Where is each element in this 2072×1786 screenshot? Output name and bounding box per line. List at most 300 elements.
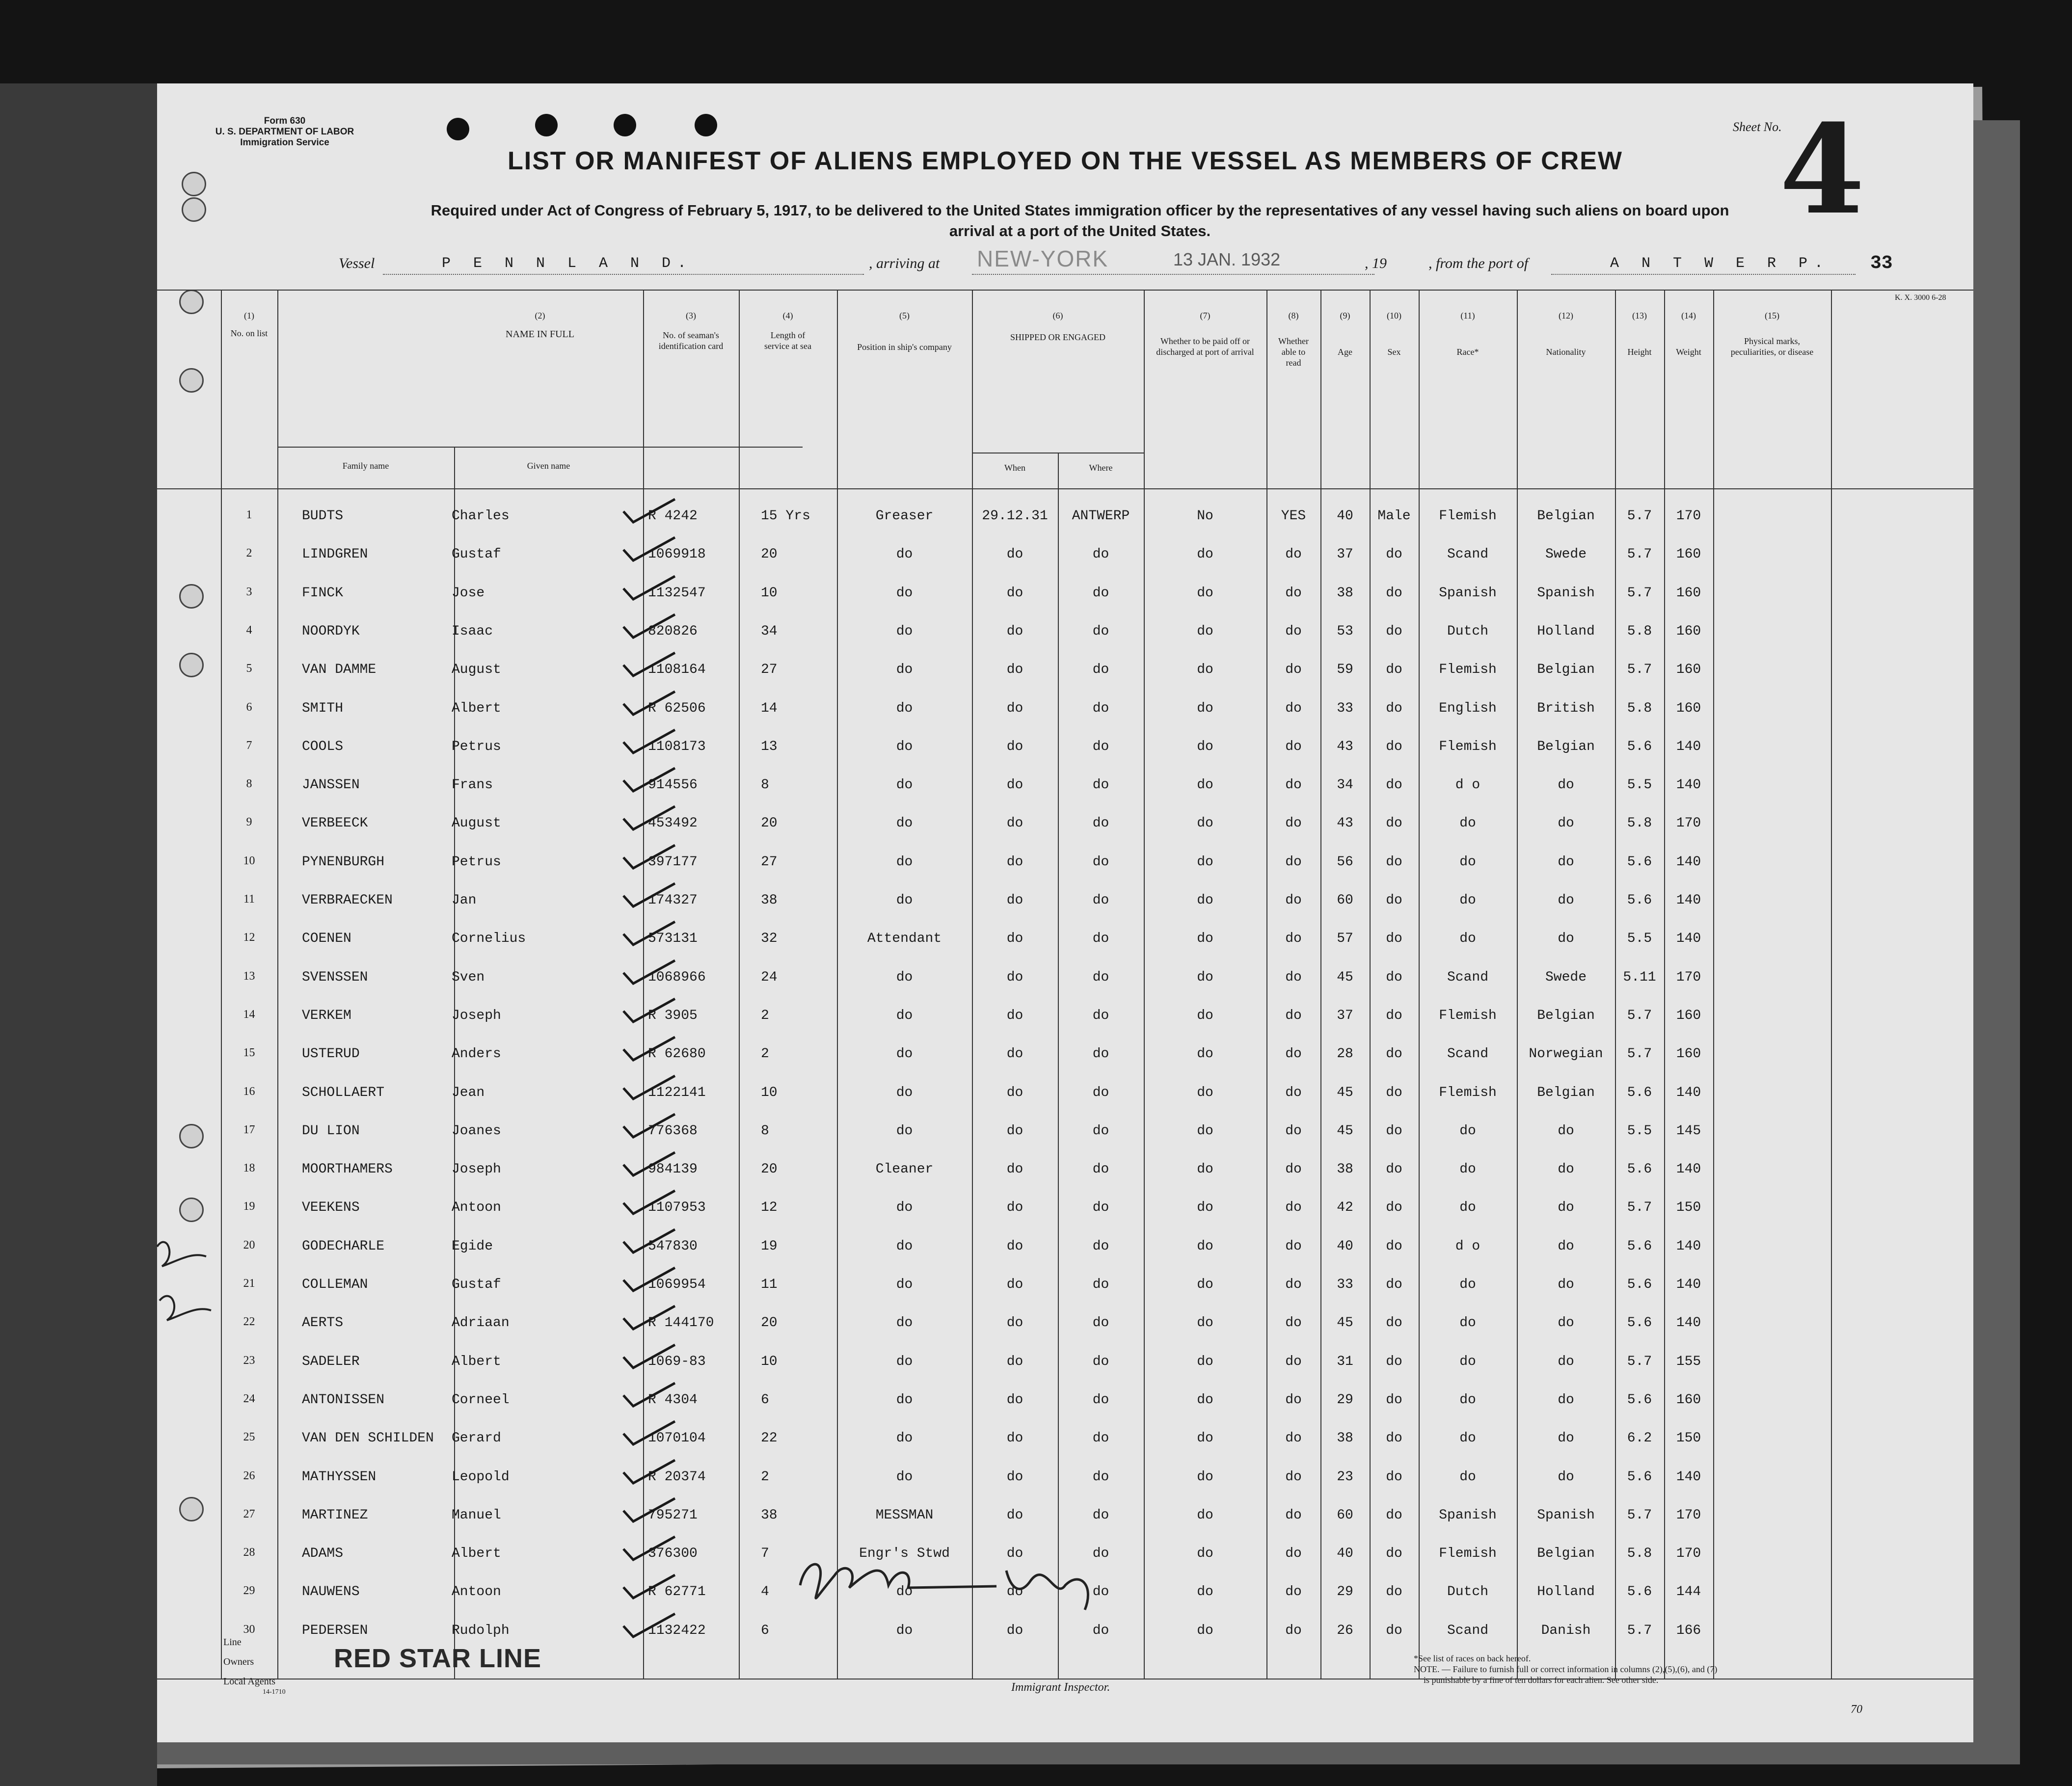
given-name-cell: Joseph [452, 1162, 501, 1177]
id-card-cell: 820826 [648, 623, 698, 639]
check-mark-icon [619, 1107, 677, 1146]
service-length-cell: 20 [761, 1315, 778, 1331]
shipped-where-cell: do [1092, 893, 1109, 908]
position-cell: do [896, 893, 913, 908]
shipped-when-header: When [1004, 463, 1025, 473]
nationality-cell: do [1558, 1392, 1574, 1408]
check-mark-icon [619, 530, 677, 569]
height-cell: 5.6 [1627, 1315, 1652, 1331]
weight-cell: 160 [1676, 1008, 1701, 1023]
shipped-when-cell: do [1006, 623, 1023, 639]
page-mark: 70 [1851, 1703, 1862, 1716]
weight-cell: 160 [1676, 623, 1701, 639]
column-9-header [1320, 310, 1370, 357]
race-cell: do [1459, 1162, 1476, 1177]
height-cell: 6.2 [1627, 1431, 1652, 1446]
able-to-read-cell: do [1285, 1584, 1302, 1600]
id-card-cell: 1132547 [648, 585, 706, 601]
paid-off-cell: do [1197, 623, 1213, 639]
given-name-cell: August [452, 662, 501, 678]
id-card-cell: 914556 [648, 777, 698, 793]
able-to-read-cell: do [1285, 969, 1302, 985]
able-to-read-cell: do [1285, 1623, 1302, 1638]
column-11-header [1419, 310, 1517, 357]
race-cell: Scand [1447, 1046, 1488, 1062]
position-cell: do [896, 1123, 913, 1139]
nationality-cell: Swede [1545, 969, 1587, 985]
position-cell: do [896, 1238, 913, 1254]
column-5-number: (5) [899, 311, 910, 320]
nationality-cell: Holland [1537, 1584, 1595, 1600]
position-cell: do [896, 1200, 913, 1216]
row-number: 29 [243, 1584, 255, 1598]
given-name-cell: Cornelius [452, 931, 526, 947]
sex-cell: do [1386, 623, 1402, 639]
position-cell: do [896, 1085, 913, 1100]
paid-off-cell: do [1197, 1392, 1213, 1408]
race-cell: do [1459, 816, 1476, 831]
height-cell: 5.11 [1623, 969, 1656, 985]
shipped-when-cell: do [1006, 1546, 1023, 1562]
id-card-cell: 547830 [648, 1238, 698, 1254]
service-length-cell: 38 [761, 893, 778, 908]
given-name-cell: Frans [452, 777, 493, 793]
column-13-header [1615, 310, 1664, 357]
height-cell: 5.7 [1627, 662, 1652, 678]
shipped-when-cell: do [1006, 1008, 1023, 1023]
race-cell: Flemish [1439, 662, 1497, 678]
nationality-cell: do [1558, 1200, 1574, 1216]
position-cell: MESSMAN [875, 1507, 934, 1523]
service-length-cell: 27 [761, 662, 778, 678]
family-name-cell: SVENSSEN [302, 969, 368, 985]
shipped-where-cell: do [1092, 969, 1109, 985]
position-cell: do [896, 1354, 913, 1369]
paid-off-cell: do [1197, 1546, 1213, 1562]
weight-cell: 140 [1676, 777, 1701, 793]
nationality-cell: Belgian [1537, 508, 1595, 524]
column-1-number: (1) [244, 311, 254, 320]
given-name-cell: Manuel [452, 1507, 501, 1523]
race-note: *See list of races on back hereof. [1414, 1653, 1531, 1663]
race-cell: English [1439, 700, 1497, 716]
paid-off-cell: do [1197, 1277, 1213, 1292]
weight-cell: 170 [1676, 1546, 1701, 1562]
given-name-cell: Rudolph [452, 1623, 510, 1638]
able-to-read-cell: do [1285, 1085, 1302, 1100]
paid-off-cell: do [1197, 547, 1213, 562]
row-number: 2 [246, 547, 252, 560]
able-to-read-cell: do [1285, 547, 1302, 562]
check-mark-icon [619, 1337, 677, 1377]
position-cell: Cleaner [875, 1162, 934, 1177]
shipped-when-cell: do [1006, 739, 1023, 754]
id-card-cell: 174327 [648, 893, 698, 908]
given-name-cell: Petrus [452, 854, 501, 870]
column-15-title: Physical marks, peculiarities, or disease [1730, 336, 1814, 357]
race-cell: Flemish [1439, 1546, 1497, 1562]
service-length-cell: 11 [761, 1277, 778, 1292]
service-length-cell: 8 [761, 1123, 769, 1139]
height-cell: 5.7 [1627, 1507, 1652, 1523]
check-mark-icon [619, 1183, 677, 1223]
nationality-cell: do [1558, 1123, 1574, 1139]
shipped-where-cell: do [1092, 1162, 1109, 1177]
family-name-cell: USTERUD [302, 1046, 360, 1062]
able-to-read-cell: do [1285, 1546, 1302, 1562]
column-8-number: (8) [1288, 311, 1299, 320]
id-card-cell: 376300 [648, 1546, 698, 1562]
able-to-read-cell: do [1285, 1315, 1302, 1331]
column-14-number: (14) [1681, 311, 1696, 320]
able-to-read-cell: do [1285, 739, 1302, 754]
able-to-read-cell: do [1285, 1469, 1302, 1485]
column-divider [739, 290, 740, 1679]
sex-cell: do [1386, 1123, 1402, 1139]
given-name-cell: Albert [452, 1546, 501, 1562]
service-length-cell: 8 [761, 777, 769, 793]
check-mark-icon [619, 1068, 677, 1108]
paid-off-cell: do [1197, 969, 1213, 985]
column-12-title: Nationality [1546, 347, 1586, 357]
id-card-cell: 795271 [648, 1507, 698, 1523]
row-number: 23 [243, 1354, 255, 1367]
shipped-when-cell: do [1006, 1085, 1023, 1100]
paid-off-cell: do [1197, 1431, 1213, 1446]
shipped-where-cell: do [1092, 1469, 1109, 1485]
line-label: Line [223, 1637, 242, 1648]
weight-cell: 170 [1676, 508, 1701, 524]
able-to-read-cell: do [1285, 623, 1302, 639]
age-cell: 43 [1337, 816, 1353, 831]
form-info [211, 116, 358, 148]
shipped-where-cell: do [1092, 816, 1109, 831]
sex-cell: do [1386, 1431, 1402, 1446]
service-length-cell: 12 [761, 1200, 778, 1216]
sex-cell: do [1386, 1623, 1402, 1638]
shipped-when-cell: do [1006, 1238, 1023, 1254]
form-number: Form 630 [264, 116, 306, 126]
id-card-cell: 1069918 [648, 547, 706, 562]
age-cell: 45 [1337, 969, 1353, 985]
id-card-cell: 1068966 [648, 969, 706, 985]
service-length-cell: 14 [761, 700, 778, 716]
check-mark-icon [619, 1453, 677, 1492]
voyage-number: 33 [1870, 253, 1893, 274]
row-number: 12 [243, 931, 255, 944]
service-length-cell: 20 [761, 547, 778, 562]
check-mark-icon [619, 1222, 677, 1261]
position-cell: do [896, 585, 913, 601]
weight-cell: 150 [1676, 1431, 1701, 1446]
sex-cell: do [1386, 1200, 1402, 1216]
age-cell: 45 [1337, 1315, 1353, 1331]
sex-cell: do [1386, 585, 1402, 601]
family-name-cell: LINDGREN [302, 547, 368, 562]
nationality-cell: do [1558, 777, 1574, 793]
check-mark-icon [619, 1529, 677, 1569]
check-mark-icon [619, 761, 677, 800]
shipped-when-cell: do [1006, 1046, 1023, 1062]
check-mark-icon [619, 1145, 677, 1184]
sex-cell: do [1386, 1085, 1402, 1100]
height-cell: 5.7 [1627, 1354, 1652, 1369]
shipped-where-cell: do [1092, 1046, 1109, 1062]
age-cell: 56 [1337, 854, 1353, 870]
row-number: 26 [243, 1469, 255, 1482]
column-12-header [1517, 310, 1615, 357]
vessel-label: Vessel [339, 255, 375, 271]
id-card-cell: R 62680 [648, 1046, 706, 1062]
row-number: 6 [246, 700, 252, 714]
age-cell: 60 [1337, 893, 1353, 908]
shipped-where-cell: ANTWERP [1072, 508, 1130, 524]
age-cell: 42 [1337, 1200, 1353, 1216]
shipped-when-cell: do [1006, 1469, 1023, 1485]
able-to-read-cell: do [1285, 1046, 1302, 1062]
owners-label: Owners [223, 1656, 254, 1667]
nationality-cell: Danish [1541, 1623, 1591, 1638]
able-to-read-cell: do [1285, 777, 1302, 793]
column-13-title: Height [1627, 347, 1652, 357]
able-to-read-cell: do [1285, 1123, 1302, 1139]
column-10-header [1370, 310, 1419, 357]
height-cell: 5.7 [1627, 547, 1652, 562]
height-cell: 5.5 [1627, 931, 1652, 947]
age-cell: 28 [1337, 1046, 1353, 1062]
service-length-cell: 24 [761, 969, 778, 985]
from-port-label: , from the port of [1428, 255, 1529, 271]
family-name-cell: MATHYSSEN [302, 1469, 377, 1485]
local-agents-code: 14-1710 [263, 1688, 286, 1696]
margin-annotation [147, 1227, 255, 1384]
penalty-note: NOTE. — Failure to furnish full or correct information in columns (2),(5),(6), and (7) [1414, 1664, 1718, 1674]
column-7-title: Whether to be paid off or discharged at port of arrival [1156, 336, 1254, 357]
id-card-cell: R 4304 [648, 1392, 698, 1408]
shipped-when-cell: do [1006, 662, 1023, 678]
row-number: 27 [243, 1507, 255, 1520]
column-9-number: (9) [1340, 311, 1350, 320]
table-top-rule [157, 290, 1973, 291]
height-cell: 5.6 [1627, 739, 1652, 754]
paid-off-cell: No [1197, 508, 1213, 524]
weight-cell: 160 [1676, 585, 1701, 601]
position-cell: do [896, 662, 913, 678]
id-card-cell: 1069954 [648, 1277, 706, 1292]
shipped-where-cell: do [1092, 777, 1109, 793]
id-card-cell: 1132422 [648, 1623, 706, 1638]
height-cell: 5.8 [1627, 700, 1652, 716]
footer-note [1414, 1653, 1816, 1685]
name-subheader-rule [277, 447, 803, 448]
service-length-cell: 32 [761, 931, 778, 947]
age-cell: 26 [1337, 1623, 1353, 1638]
age-cell: 60 [1337, 1507, 1353, 1523]
nationality-cell: do [1558, 1469, 1574, 1485]
column-6-title: SHIPPED OR ENGAGED [1010, 332, 1105, 342]
shipped-where-cell: do [1092, 931, 1109, 947]
service-length-cell: 7 [761, 1546, 769, 1562]
family-name-cell: VERBEECK [302, 816, 368, 831]
service-length-cell: 4 [761, 1584, 769, 1600]
row-number: 7 [246, 739, 252, 752]
height-cell: 5.5 [1627, 777, 1652, 793]
service-length-cell: 6 [761, 1392, 769, 1408]
weight-cell: 160 [1676, 1046, 1701, 1062]
shipped-when-cell: do [1006, 1315, 1023, 1331]
race-cell: Scand [1447, 969, 1488, 985]
service-length-cell: 22 [761, 1431, 778, 1446]
id-card-cell: R 3905 [648, 1008, 698, 1023]
sex-cell: do [1386, 1469, 1402, 1485]
race-cell: d o [1455, 777, 1480, 793]
column-5-header [837, 310, 972, 352]
age-cell: 38 [1337, 585, 1353, 601]
service-name: Immigration Service [240, 137, 329, 148]
shipped-when-cell: do [1006, 1584, 1023, 1600]
position-cell: do [896, 816, 913, 831]
family-name-cell: VERKEM [302, 1008, 351, 1023]
service-length-cell: 10 [761, 1354, 778, 1369]
family-name-cell: VAN DAMME [302, 662, 377, 678]
able-to-read-cell: do [1285, 1200, 1302, 1216]
family-name-cell: GODECHARLE [302, 1238, 385, 1254]
sex-cell: do [1386, 1008, 1402, 1023]
id-card-cell: R 62771 [648, 1584, 706, 1600]
race-cell: Flemish [1439, 739, 1497, 754]
paid-off-cell: do [1197, 1238, 1213, 1254]
column-8-title: Whether able to read [1278, 336, 1309, 368]
paid-off-cell: do [1197, 1315, 1213, 1331]
nationality-cell: do [1558, 816, 1574, 831]
weight-cell: 170 [1676, 1507, 1701, 1523]
check-mark-icon [619, 1299, 677, 1338]
nationality-cell: do [1558, 1315, 1574, 1331]
sex-cell: do [1386, 700, 1402, 716]
shipped-when-cell: do [1006, 585, 1023, 601]
shipped-where-cell: do [1092, 1008, 1109, 1023]
given-name-cell: Antoon [452, 1584, 501, 1600]
check-mark-icon [619, 722, 677, 762]
id-card-cell: 1108164 [648, 662, 706, 678]
family-name-cell: SCHOLLAERT [302, 1085, 385, 1100]
able-to-read-cell: do [1285, 1277, 1302, 1292]
punch-hole [182, 197, 206, 222]
check-mark-icon [619, 684, 677, 723]
sex-cell: do [1386, 816, 1402, 831]
height-cell: 5.8 [1627, 1546, 1652, 1562]
position-cell: do [896, 1392, 913, 1408]
column-4-number: (4) [782, 311, 793, 320]
given-name-cell: Sven [452, 969, 485, 985]
weight-cell: 170 [1676, 969, 1701, 985]
shipped-where-cell: do [1092, 1623, 1109, 1638]
family-name-cell: COOLS [302, 739, 344, 754]
family-name-cell: SMITH [302, 700, 344, 716]
family-name-cell: VEEKENS [302, 1200, 360, 1216]
id-card-cell: 397177 [648, 854, 698, 870]
height-cell: 5.7 [1627, 1200, 1652, 1216]
binder-hole [695, 114, 717, 136]
column-4-title: Length of service at sea [764, 330, 811, 351]
row-number: 21 [243, 1277, 255, 1290]
check-mark-icon [619, 1260, 677, 1300]
row-number: 18 [243, 1162, 255, 1175]
position-cell: do [896, 623, 913, 639]
able-to-read-cell: do [1285, 1162, 1302, 1177]
shipped-when-cell: do [1006, 854, 1023, 870]
service-length-cell: 2 [761, 1046, 769, 1062]
nationality-cell: do [1558, 931, 1574, 947]
service-length-cell: 2 [761, 1469, 769, 1485]
able-to-read-cell: do [1285, 1431, 1302, 1446]
service-length-cell: 2 [761, 1008, 769, 1023]
height-cell: 5.6 [1627, 854, 1652, 870]
column-1-header [221, 310, 277, 339]
weight-cell: 170 [1676, 816, 1701, 831]
weight-cell: 140 [1676, 739, 1701, 754]
race-cell: do [1459, 893, 1476, 908]
id-card-cell: R 62506 [648, 700, 706, 716]
given-name-cell: Albert [452, 1354, 501, 1369]
sex-cell: do [1386, 893, 1402, 908]
weight-cell: 144 [1676, 1584, 1701, 1600]
given-name-header: Given name [527, 461, 570, 471]
age-cell: 59 [1337, 662, 1353, 678]
race-cell: Scand [1447, 1623, 1488, 1638]
sex-cell: do [1386, 777, 1402, 793]
column-divider [277, 290, 278, 1679]
shipped-where-cell: do [1092, 1123, 1109, 1139]
race-cell: do [1459, 1277, 1476, 1292]
shipped-where-cell: do [1092, 1315, 1109, 1331]
shipped-when-cell: do [1006, 700, 1023, 716]
nationality-cell: British [1537, 700, 1595, 716]
id-card-cell: 1070104 [648, 1431, 706, 1446]
check-mark-icon [619, 838, 677, 877]
crew-manifest-table [157, 290, 1973, 1638]
age-cell: 31 [1337, 1354, 1353, 1369]
height-cell: 5.6 [1627, 1277, 1652, 1292]
position-cell: do [896, 739, 913, 754]
nationality-cell: do [1558, 1162, 1574, 1177]
service-length-cell: 34 [761, 623, 778, 639]
paid-off-cell: do [1197, 739, 1213, 754]
service-length-cell: 20 [761, 816, 778, 831]
nationality-cell: do [1558, 1277, 1574, 1292]
sex-cell: do [1386, 1315, 1402, 1331]
weight-cell: 140 [1676, 1277, 1701, 1292]
position-cell: do [896, 1008, 913, 1023]
date-stamp: 13 JAN. 1932 [1173, 249, 1281, 269]
given-name-cell: Gustaf [452, 547, 501, 562]
row-number: 13 [243, 969, 255, 983]
departure-port: A N T W E R P. [1610, 255, 1830, 272]
nationality-cell: do [1558, 1354, 1574, 1369]
service-length-cell: 19 [761, 1238, 778, 1254]
paid-off-cell: do [1197, 893, 1213, 908]
race-cell: Flemish [1439, 1008, 1497, 1023]
age-cell: 37 [1337, 547, 1353, 562]
paid-off-cell: do [1197, 1085, 1213, 1100]
family-name-cell: PYNENBURGH [302, 854, 385, 870]
nationality-cell: do [1558, 1431, 1574, 1446]
family-name-cell: BUDTS [302, 508, 344, 524]
nationality-cell: do [1558, 1238, 1574, 1254]
given-name-cell: Jose [452, 585, 485, 601]
column-10-title: Sex [1387, 347, 1401, 357]
row-number: 28 [243, 1546, 255, 1559]
